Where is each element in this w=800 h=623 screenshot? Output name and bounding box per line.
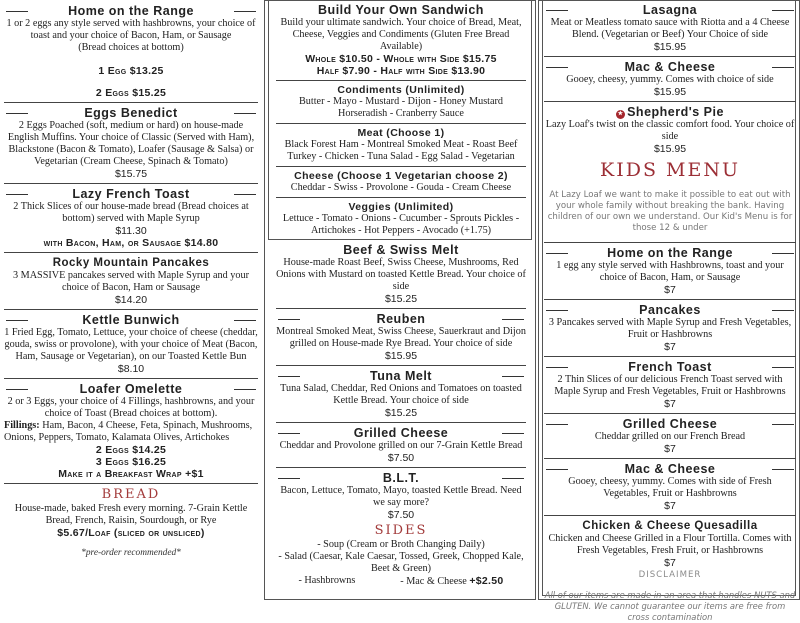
kids-grilled-desc: Cheddar grilled on our French Bread [594, 431, 746, 443]
kids-mac-desc: Gooey, cheesy, yummy. Comes with side of Fresh Vegetables, Fruit or Hashbrowns [568, 476, 772, 500]
divider [276, 422, 526, 423]
mac-cheese-price: $15.95 [653, 86, 687, 98]
fillings-label: Fillings: [4, 420, 40, 431]
divider [4, 183, 258, 184]
omelette-title: Loafer Omelette [4, 382, 258, 396]
disclaimer-desc: All of our items are made in an area that handles NUTS and GLUTEN. We cannot guarantee our items are free from cross contamination [544, 589, 796, 622]
cheese-title: Cheese (Choose 1 Vegetarian choose 2) [294, 170, 508, 182]
kids-toast-desc: 2 Thin Slices of our delicious French Toast served with Maple Syrup and Fresh Vegetables, Fruit or Hashbrowns [554, 374, 786, 398]
veggies-title: Veggies (Unlimited) [348, 201, 454, 213]
cheese-list: Cheddar - Swiss - Provolone - Gouda - Cream Cheese [290, 182, 512, 193]
beef-melt-desc: House-made Roast Beef, Swiss Cheese, Mushrooms, Red Onions with Mustard on toasted Kettle Bread. Your choice of side [276, 257, 526, 292]
special-badge-icon: ★ [617, 111, 624, 117]
benedict-desc: 2 Eggs Poached (soft, medium or hard) on house-made English Muffins. Your choice of Classic (Served with Ham), Blackstone (Bacon & Tomato), Loafer (Sausage & Salsa) or Vegetarian (Cream Cheese, Spinach & Tomato) [7, 120, 255, 167]
side-row [276, 575, 526, 588]
divider [276, 308, 526, 309]
shepherds-pie-title: Shepherd's Pie [627, 105, 724, 119]
tuna-melt-price: $15.25 [384, 407, 418, 419]
kids-home-desc: 1 egg any style served with Hashbrowns, toast and your choice of Bacon, Ham, or Sausage [556, 260, 784, 284]
side-mac-label: - Mac & Cheese [400, 576, 467, 587]
reuben-desc: Montreal Smoked Meat, Swiss Cheese, Sauerkraut and Dijon grilled on House-made Rye Bread. Your choice of side [276, 326, 526, 349]
kettle-bunwich-desc: 1 Fried Egg, Tomato, Lettuce, your choice of cheese (cheddar, gouda, swiss or provolone), with your choice of Meat (Bacon, Ham, Sausage or Vegetarian), on our Toasted Kettle Bun [4, 327, 258, 362]
lasagna-title: Lasagna [544, 3, 796, 17]
home-range-price-2: 2 Eggs $15.25 [95, 87, 167, 99]
byo-price-whole: Whole $10.50 - Whole with Side $15.75 [305, 53, 497, 65]
omelette-fillings [4, 420, 258, 444]
bread-title: BREAD [101, 487, 161, 502]
divider [544, 299, 796, 300]
kids-mac-price: $7 [664, 500, 676, 513]
benedict-title: Eggs Benedict [4, 106, 258, 120]
bread-price: $5.67/Loaf (sliced or unsliced) [57, 527, 205, 539]
shepherds-pie-desc: Lazy Loaf's twist on the classic comfort food. Your choice of side [545, 119, 795, 142]
blt-desc: Bacon, Lettuce, Tomato, Mayo, toasted Kettle Bread. Need we say more? [280, 485, 522, 508]
lasagna-desc: Meat or Meatless tomato sauce with Riotta and a 4 Cheese Blend. (Vegetarian or Beef) Your Choice of side [550, 17, 790, 40]
disclaimer-title: DISCLAIMER [638, 570, 702, 581]
veggies-list: Lettuce - Tomato - Onions - Cucumber - Sprouts Pickles - Artichokes - Hot Peppers - Avocado (+1.75) [282, 213, 520, 236]
french-toast-price: $11.30 [115, 225, 147, 237]
kids-home-title: Home on the Range [544, 246, 796, 260]
mac-cheese-title: Mac & Cheese [544, 60, 796, 74]
breakfast-column [0, 0, 262, 600]
shepherds-pie-heading [544, 105, 796, 119]
sides-title: SIDES [374, 523, 428, 538]
tuna-melt-title: Tuna Melt [276, 369, 526, 383]
home-range-title: Home on the Range [4, 4, 258, 18]
kids-toast-price: $7 [664, 398, 676, 411]
reuben-title: Reuben [276, 312, 526, 326]
grilled-cheese-title: Grilled Cheese [276, 426, 526, 440]
byo-price-half: Half $7.90 - Half with Side $13.90 [316, 65, 486, 77]
beef-melt-price: $15.25 [384, 293, 418, 305]
kids-pancakes-desc: 3 Pancakes served with Maple Syrup and Fresh Vegetables, Fruit or Hashbrowns [548, 317, 792, 341]
omelette-price-2: 3 Eggs $16.25 [95, 456, 167, 468]
kids-grilled-title: Grilled Cheese [544, 417, 796, 431]
grilled-cheese-desc: Cheddar and Provolone grilled on our 7-Grain Kettle Bread [279, 440, 523, 451]
divider [544, 56, 796, 57]
omelette-price-1: 2 Eggs $14.25 [95, 444, 167, 456]
home-range-note: (Bread choices at bottom) [78, 42, 184, 53]
bread-note: *pre-order recommended* [81, 548, 181, 559]
omelette-desc: 2 or 3 Eggs, your choice of 4 Fillings, hashbrowns, and your choice of Toast (Bread choices at bottom). [7, 396, 255, 419]
byo-title: Build Your Own Sandwich [318, 3, 484, 17]
shepherds-pie-price: $15.95 [653, 143, 687, 155]
byo-desc: Build your ultimate sandwich. Your choice of Bread, Meat, Cheese, Veggies and Condiments (Gluten Free Bread Available) [280, 17, 522, 52]
fillings-list: Ham, Bacon, 4 Cheese, Feta, Spinach, Mushrooms, Onions, Peppers, Tomato, Kalamata Olives, Artichokes [4, 420, 253, 443]
kids-menu-title: KIDS MENU [600, 159, 740, 181]
lasagna-price: $15.95 [653, 41, 687, 53]
french-toast-desc: 2 Thick Slices of our house-made bread (Bread choices at bottom) served with Maple Syrup [13, 201, 249, 224]
kids-column [540, 0, 800, 622]
meat-list: Black Forest Ham - Montreal Smoked Meat - Roast Beef Turkey - Chicken - Tuna Salad - Egg Salad - Vegetarian [284, 139, 518, 162]
rocky-pancakes-desc: 3 MASSIVE pancakes served with Maple Syrup and your choice of Bacon, Ham or Sausage [13, 270, 249, 293]
kids-grilled-price: $7 [664, 443, 676, 456]
mac-cheese-desc: Gooey, cheesy, yummy. Comes with choice of side [566, 74, 774, 85]
side-hashbrowns: - Hashbrowns [298, 575, 356, 586]
beef-melt-title: Beef & Swiss Melt [343, 243, 459, 257]
kids-quesadilla-desc: Chicken and Cheese Grilled in a Flour Tortilla. Comes with Fresh Vegetables, Fresh Fruit, or Hashbrowns [548, 533, 792, 557]
divider [4, 309, 258, 310]
reuben-price: $15.95 [384, 350, 418, 362]
kids-toast-title: French Toast [544, 360, 796, 374]
divider [544, 101, 796, 102]
tuna-melt-desc: Tuna Salad, Cheddar, Red Onions and Tomatoes on toasted Kettle Bread. Your choice of side [280, 383, 522, 406]
kettle-bunwich-title: Kettle Bunwich [4, 313, 258, 327]
kids-pancakes-price: $7 [664, 341, 676, 354]
kids-quesadilla-title: Chicken & Cheese Quesadilla [582, 520, 758, 533]
divider [4, 102, 258, 103]
rocky-pancakes-price: $14.20 [114, 294, 148, 306]
divider [4, 378, 258, 379]
kids-quesadilla-price: $7 [664, 557, 676, 570]
rocky-pancakes-title: Rocky Mountain Pancakes [52, 257, 210, 269]
condiments-list: Butter - Mayo - Mustard - Dijon - Honey Mustard Horseradish - Cranberry Sauce [299, 96, 503, 119]
side-soup: - Soup (Cream or Broth Changing Daily) [317, 539, 485, 550]
grilled-cheese-price: $7.50 [387, 452, 415, 464]
divider [276, 123, 526, 124]
breakfast-wrap-upgrade: Make it a Breakfast Wrap +$1 [58, 468, 204, 480]
condiments-title: Condiments (Unlimited) [337, 84, 465, 96]
french-toast-price-2: with Bacon, Ham, or Sausage $14.80 [43, 237, 219, 249]
kids-mac-title: Mac & Cheese [544, 462, 796, 476]
divider [544, 515, 796, 516]
side-salad: - Salad (Caesar, Kale Caesar, Tossed, Greek, Chopped Kale, Beet & Green) [278, 551, 524, 574]
divider [276, 365, 526, 366]
divider [276, 166, 526, 167]
side-mac [400, 575, 503, 588]
divider [544, 413, 796, 414]
divider [4, 483, 258, 484]
benedict-price: $15.75 [114, 168, 148, 180]
kids-home-price: $7 [664, 284, 676, 297]
french-toast-title: Lazy French Toast [4, 187, 258, 201]
sandwich-column [270, 0, 532, 600]
kettle-bunwich-price: $8.10 [117, 363, 145, 375]
side-mac-price: +$2.50 [469, 575, 504, 587]
divider [276, 467, 526, 468]
bread-desc: House-made, baked Fresh every morning. 7-Grain Kettle Bread, French, Raisin, Sourdough, or Rye [14, 503, 248, 526]
blt-price: $7.50 [387, 509, 415, 521]
home-range-price-1: 1 Egg $13.25 [98, 64, 164, 77]
divider [544, 458, 796, 459]
kids-menu-desc: At Lazy Loaf we want to make it possible to eat out with your whole family without breaking the bank. Having children of our own we understand. Our Kid's Menu is for those 12 & under [547, 189, 793, 233]
divider [276, 80, 526, 81]
meat-title: Meat (Choose 1) [357, 127, 445, 139]
divider [276, 197, 526, 198]
divider [544, 356, 796, 357]
kids-pancakes-title: Pancakes [544, 303, 796, 317]
home-range-desc: 1 or 2 eggs any style served with hashbrowns, your choice of toast and your choice of Bacon, Ham, or Sausage [6, 18, 256, 41]
divider [544, 242, 796, 243]
divider [4, 252, 258, 253]
blt-title: B.L.T. [276, 471, 526, 485]
